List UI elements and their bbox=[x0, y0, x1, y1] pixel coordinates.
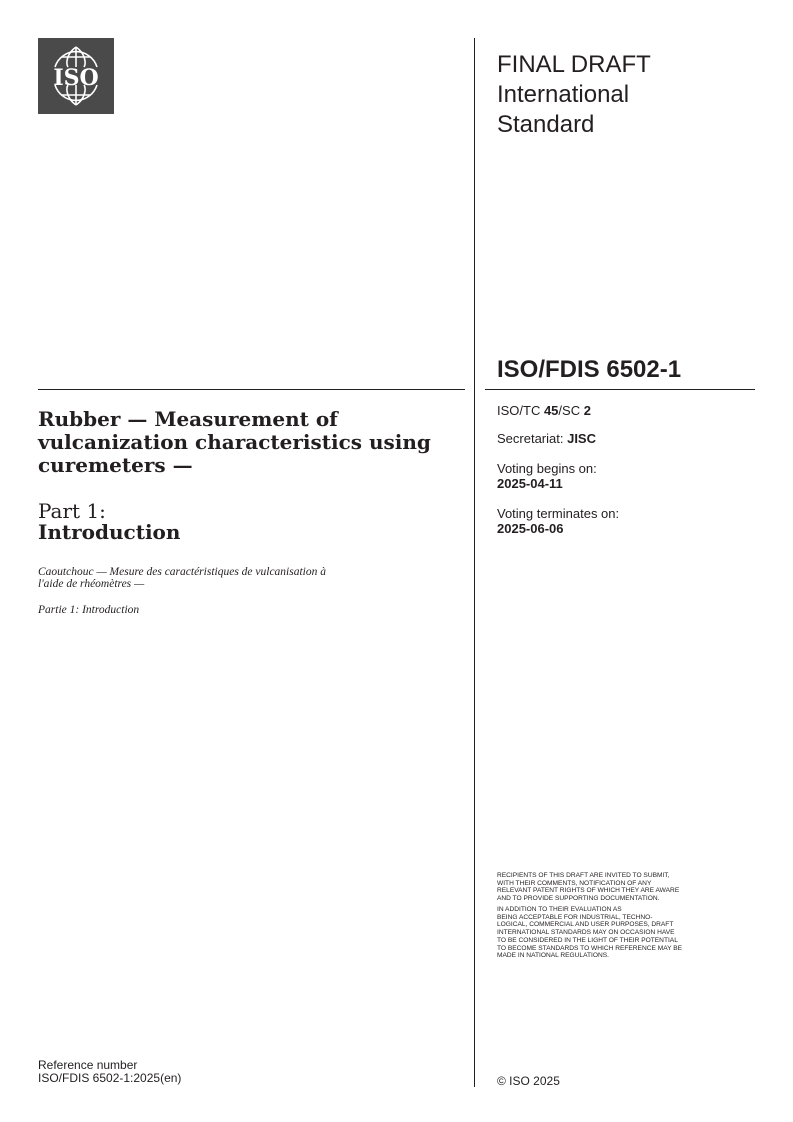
doc-type-line-3: Standard bbox=[497, 111, 595, 138]
french-title bbox=[38, 566, 453, 590]
iso-logo-text: ISO bbox=[53, 65, 99, 91]
french-title-line-1: Caoutchouc — Mesure des caractéristiques de vulcanisation à bbox=[38, 566, 326, 578]
notice-paragraph-2: IN ADDITION TO THEIR EVALUATION AS BEING ACCEPTABLE FOR INDUSTRIAL, TECHNO- LOGICAL, COMMERCIAL AND USER PURPOSES, DRAFT INTERNATIONAL STANDARDS MAY ON OCCASION HAVE TO BE CONSIDERED IN THE LIGHT OF THEIR POTENTIAL TO BECOME STANDARDS TO WHICH REFERENCE MAY BE MADE IN NATIONAL REGULATIONS. bbox=[497, 906, 683, 960]
document-type bbox=[497, 50, 747, 140]
part-number: Part 1: bbox=[38, 499, 106, 523]
document-number: ISO/FDIS 6502-1 bbox=[497, 356, 682, 383]
left-horizontal-rule bbox=[38, 389, 465, 390]
french-part-title: Partie 1: Introduction bbox=[38, 604, 140, 616]
notice-paragraph-1: RECIPIENTS OF THIS DRAFT ARE INVITED TO SUBMIT, WITH THEIR COMMENTS, NOTIFICATION OF ANY RELEVANT PATENT RIGHTS OF WHICH THEY ARE AWARE AND TO PROVIDE SUPPORTING DOCUMENTATION. bbox=[497, 872, 680, 903]
sc-number: 2 bbox=[583, 403, 591, 418]
secretariat bbox=[497, 431, 755, 446]
secretariat-value: JISC bbox=[567, 431, 596, 446]
iso-globe-logo bbox=[38, 38, 114, 114]
tc-number: 45 bbox=[543, 403, 559, 418]
voting-begins bbox=[497, 461, 755, 491]
doc-type-line-2: International bbox=[497, 81, 630, 108]
title-line-3: curemeters — bbox=[38, 453, 193, 477]
voting-terminates-label: Voting terminates on: bbox=[497, 506, 620, 521]
iso-logo-graphic bbox=[38, 38, 114, 114]
copyright: © ISO 2025 bbox=[497, 1074, 560, 1088]
reference-label: Reference number bbox=[38, 1058, 138, 1072]
part-title: Introduction bbox=[38, 520, 181, 544]
sc-separator: /SC bbox=[558, 403, 584, 418]
committee-prefix: ISO/TC bbox=[497, 403, 544, 418]
committee bbox=[497, 403, 755, 418]
voting-terminates bbox=[497, 506, 755, 536]
french-title-line-2: l'aide de rhéomètres — bbox=[38, 578, 145, 590]
voting-begins-label: Voting begins on: bbox=[497, 461, 597, 476]
reference-block bbox=[38, 1059, 181, 1085]
reference-number: ISO/FDIS 6502-1:2025(en) bbox=[38, 1071, 182, 1085]
voting-terminates-date: 2025-06-06 bbox=[497, 521, 564, 536]
main-title bbox=[38, 408, 458, 477]
title-line-1: Rubber — Measurement of bbox=[38, 407, 338, 431]
secretariat-label: Secretariat: bbox=[497, 431, 568, 446]
right-horizontal-rule bbox=[485, 389, 755, 390]
vertical-divider bbox=[474, 38, 475, 1087]
voting-begins-date: 2025-04-11 bbox=[497, 476, 563, 491]
title-line-2: vulcanization characteristics using bbox=[38, 430, 431, 454]
doc-type-line-1: FINAL DRAFT bbox=[497, 51, 651, 78]
